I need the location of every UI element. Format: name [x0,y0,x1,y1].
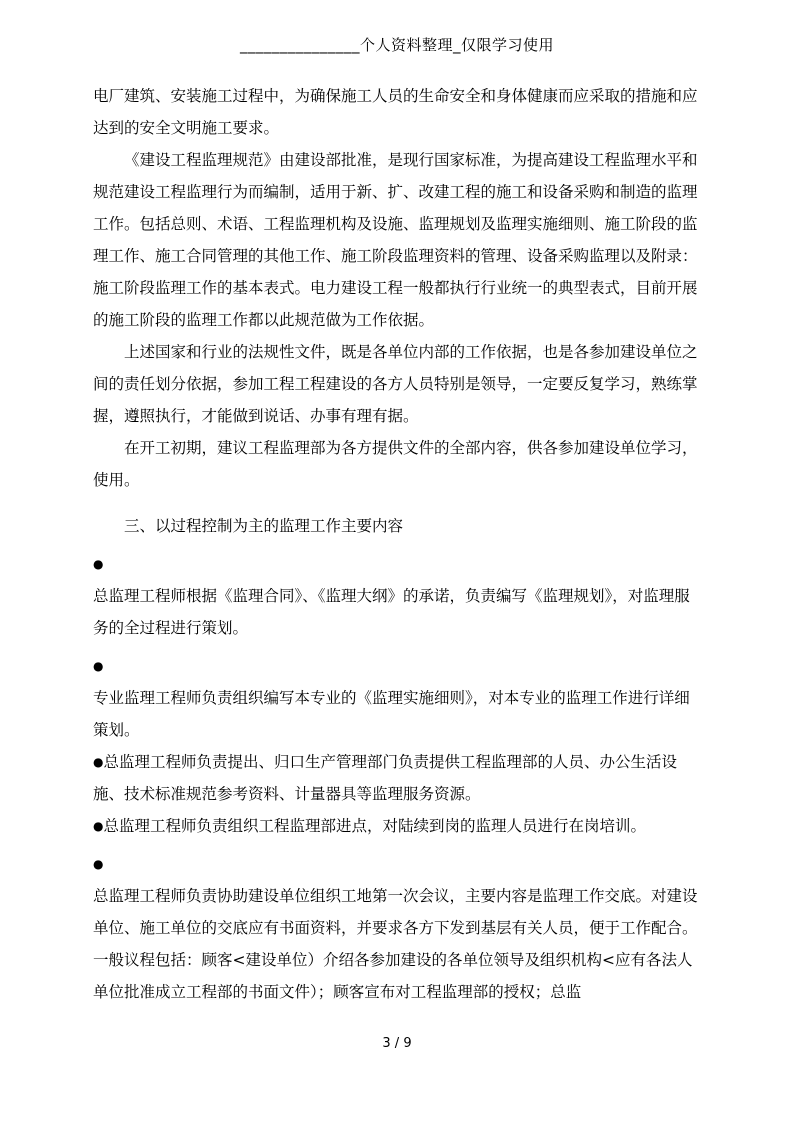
bullet-icon: ● [93,659,104,673]
paragraph: 《建设工程监理规范》由建设部批准，是现行国家标准，为提高建设工程监理水平和规范建设工程监理行为而编制，适用于新、扩、改建工程的施工和设备采购和制造的监理工作。包括总则、术语、工程监理机构及设施、监理规划及监理实施细则、施工阶段的监理工作、施工合同管理的其他工作、施工阶段监理资料的管理、设备采购监理以及附录：施工阶段监理工作的基本表式。电力建设工程一般都执行行业统一的典型表式，目前开展的施工阶段的监理工作都以此规范做为工作依据。 [93,151,698,329]
bullet-marker [93,650,703,682]
list-item: 总监理工程师根据《监理合同》、《监理大纲》的承诺，负责编写《监理规划》，对监理服务的全过程进行策划。 [93,587,690,637]
paragraph: 电厂建筑、安装施工过程中，为确保施工人员的生命安全和身体健康而应采取的措施和应达到的安全文明施工要求。 [93,87,698,137]
page-number: 3 / 9 [382,1036,412,1051]
bullet-marker [93,848,703,880]
list-item-text: 总监理工程师负责组织工程监理部进点，对陆续到岗的监理人员进行在岗培训。 [103,817,646,835]
bullet-icon: ● [93,557,104,571]
document-body [93,80,703,1008]
bullet-icon: ● [93,755,104,769]
list-item-text: 总监理工程师负责提出、归口生产管理部门负责提供工程监理部的人员、办公生活设施、技术标准规范参考资料、计量器具等监理服务资源。 [93,753,677,803]
list-item [93,746,703,810]
bullet-marker [93,548,703,580]
bullet-icon: ● [93,857,104,871]
list-item [93,810,703,842]
list-item: 专业监理工程师负责组织编写本专业的《监理实施细则》，对本专业的监理工作进行详细策划。 [93,689,690,739]
paragraph: 在开工初期，建议工程监理部为各方提供文件的全部内容，供各参加建设单位学习，使用。 [93,439,698,489]
bullet-icon: ● [93,819,104,833]
list-item: 总监理工程师负责协助建设单位组织工地第一次会议，主要内容是监理工作交底。对建设单位、施工单位的交底应有书面资料，并要求各方下发到基层有关人员，便于工作配合。一般议程包括：顾客<建设单位）介绍各参加建设的各单位领导及组织机构<应有各法人单位批准成立工程部的书面文件）；顾客宣布对工程监理部的授权；总监 [93,887,698,1001]
paragraph: 上述国家和行业的法规性文件，既是各单位内部的工作依据，也是各参加建设单位之间的责任划分依据，参加工程工程建设的各方人员特别是领导，一定要反复学习，熟练掌握，遵照执行，才能做到说话、办事有理有据。 [93,343,698,425]
page-header: _______________个人资料整理_仅限学习使用 [239,36,554,54]
section-heading: 三、以过程控制为主的监理工作主要内容 [124,517,404,535]
